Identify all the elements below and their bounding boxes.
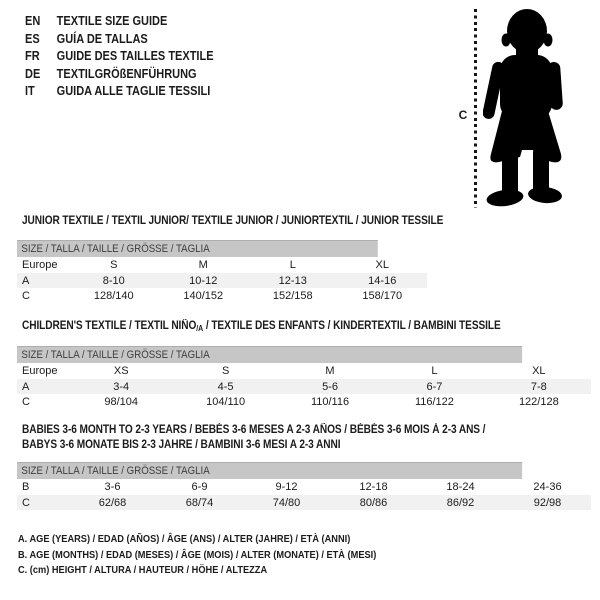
table-cell: 7-8 bbox=[530, 380, 547, 393]
table-cell: M bbox=[325, 364, 335, 377]
table-cell: 110/116 bbox=[310, 396, 350, 409]
table-cell: 12-13 bbox=[278, 274, 307, 287]
table-row bbox=[17, 379, 591, 395]
children-title-part: CHILDREN'S TEXTILE / TEXTIL NIÑO bbox=[22, 320, 197, 332]
language-title-block bbox=[25, 13, 239, 101]
row-label: A bbox=[22, 380, 30, 393]
table-cell: 3-6 bbox=[104, 480, 121, 493]
table-row bbox=[17, 288, 427, 304]
size-header-bar: SIZE / TALLA / TAILLE / GRÖSSE / TAGLIA bbox=[17, 346, 522, 363]
table-cell: 5-6 bbox=[322, 380, 338, 393]
footnotes-block bbox=[18, 532, 425, 579]
language-code: IT bbox=[25, 84, 35, 99]
toddler-silhouette-icon bbox=[483, 8, 569, 208]
language-row bbox=[25, 66, 214, 84]
table-cell: 122/128 bbox=[518, 396, 559, 409]
children-title-part: / TEXTILE DES ENFANTS / KINDERTEXTIL / BAMBINI TESSILE bbox=[203, 320, 501, 332]
table-cell: M bbox=[198, 258, 208, 271]
table-row bbox=[17, 257, 427, 273]
row-label: C bbox=[22, 290, 30, 303]
language-row bbox=[25, 31, 214, 49]
size-header-bar: SIZE / TALLA / TAILLE / GRÖSSE / TAGLIA bbox=[17, 462, 522, 479]
table-cell: 12-18 bbox=[359, 480, 388, 493]
table-cell: 140/152 bbox=[183, 290, 224, 303]
table-cell: XS bbox=[113, 364, 129, 377]
table-cell: 10-12 bbox=[189, 274, 218, 287]
height-measure-label: C bbox=[458, 108, 468, 122]
table-cell: 6-7 bbox=[426, 380, 443, 393]
language-code: ES bbox=[25, 31, 40, 46]
table-cell: 80/86 bbox=[359, 496, 388, 509]
table-cell: 24-36 bbox=[533, 480, 562, 493]
table-cell: S bbox=[110, 258, 118, 271]
babies-title-line2: BABYS 3-6 MONATE BIS 2-3 JAHRE / BAMBINI 3-6 MESI A 2-3 ANNI bbox=[22, 439, 341, 451]
table-cell: 128/140 bbox=[93, 290, 134, 303]
table-cell: 9-12 bbox=[275, 480, 298, 493]
junior-table bbox=[17, 240, 427, 304]
size-header-bar: SIZE / TALLA / TAILLE / GRÖSSE / TAGLIA bbox=[17, 240, 378, 257]
language-row bbox=[25, 48, 214, 66]
table-cell: 18-24 bbox=[446, 480, 475, 493]
table-cell: S bbox=[221, 364, 230, 377]
guide-title: TEXTILGRÖßENFÜHRUNG bbox=[56, 66, 197, 81]
table-cell: 116/122 bbox=[414, 396, 454, 409]
guide-title: TEXTILE SIZE GUIDE bbox=[56, 14, 168, 28]
footnote-b: B. AGE (MONTHS) / EDAD (MESES) / ÂGE (MOIS) / ALTER (MONATE) / ETÀ (MESI) bbox=[18, 548, 377, 561]
guide-title: GUIDA ALLE TAGLIE TESSILI bbox=[56, 84, 211, 99]
table-cell: 14-16 bbox=[368, 274, 397, 287]
height-dashed-line bbox=[474, 9, 477, 208]
guide-title: GUÍA DE TALLAS bbox=[56, 31, 148, 46]
babies-title-line1: BABIES 3-6 MONTH TO 2-3 YEARS / BEBÉS 3-6 MESES A 2-3 AÑOS / BÉBÉS 3-6 MOIS À 2-3 ANS / bbox=[22, 424, 486, 436]
table-cell: 4-5 bbox=[217, 380, 234, 393]
row-label: C bbox=[22, 496, 30, 509]
language-code: DE bbox=[25, 66, 41, 81]
table-cell: XL bbox=[532, 364, 546, 377]
table-cell: 62/68 bbox=[98, 496, 127, 509]
table-cell: XL bbox=[375, 258, 389, 271]
children-table-title bbox=[22, 319, 501, 336]
table-cell: 104/110 bbox=[206, 396, 246, 409]
table-row bbox=[17, 479, 591, 495]
children-table-rows bbox=[17, 363, 591, 410]
table-cell: 86/92 bbox=[446, 496, 475, 509]
children-title-subscript: /A bbox=[196, 324, 204, 333]
footnote-a: A. AGE (YEARS) / EDAD (AÑOS) / ÂGE (ANS) / ALTER (JAHRE) / ETÀ (ANNI) bbox=[18, 533, 351, 545]
table-cell: L bbox=[289, 258, 296, 271]
table-cell: 6-9 bbox=[191, 480, 208, 493]
row-label: A bbox=[22, 274, 30, 287]
table-row bbox=[17, 273, 427, 289]
table-cell: 68/74 bbox=[185, 496, 214, 509]
table-cell: 3-4 bbox=[113, 380, 130, 393]
junior-table-title: JUNIOR TEXTILE / TEXTIL JUNIOR/ TEXTILE JUNIOR / JUNIORTEXTIL / JUNIOR TESSILE bbox=[22, 215, 444, 227]
table-cell: 74/80 bbox=[272, 496, 301, 509]
footnote-c: C. (cm) HEIGHT / ALTURA / HAUTEUR / HÖHE / ALTEZZA bbox=[18, 564, 268, 577]
table-cell: 158/170 bbox=[362, 290, 403, 303]
table-cell: 92/98 bbox=[533, 496, 562, 509]
table-row bbox=[17, 394, 591, 410]
language-code: EN bbox=[25, 14, 41, 28]
babies-table-title bbox=[22, 423, 549, 453]
table-row bbox=[17, 363, 591, 379]
language-row bbox=[25, 13, 214, 31]
row-label: Europe bbox=[22, 364, 58, 377]
language-code: FR bbox=[25, 49, 40, 64]
babies-table-rows bbox=[17, 479, 591, 510]
table-cell: 98/104 bbox=[104, 396, 139, 409]
row-label: Europe bbox=[22, 258, 58, 271]
children-table bbox=[17, 346, 591, 410]
table-row bbox=[17, 495, 591, 511]
table-cell: 8-10 bbox=[102, 274, 125, 287]
row-label: C bbox=[22, 396, 30, 409]
row-label: B bbox=[22, 480, 30, 493]
table-cell: L bbox=[431, 364, 438, 377]
junior-table-rows bbox=[17, 257, 427, 304]
language-row bbox=[25, 83, 214, 101]
table-cell: 152/158 bbox=[272, 290, 313, 303]
babies-table bbox=[17, 462, 591, 510]
guide-title: GUIDE DES TAILLES TEXTILE bbox=[56, 49, 214, 64]
